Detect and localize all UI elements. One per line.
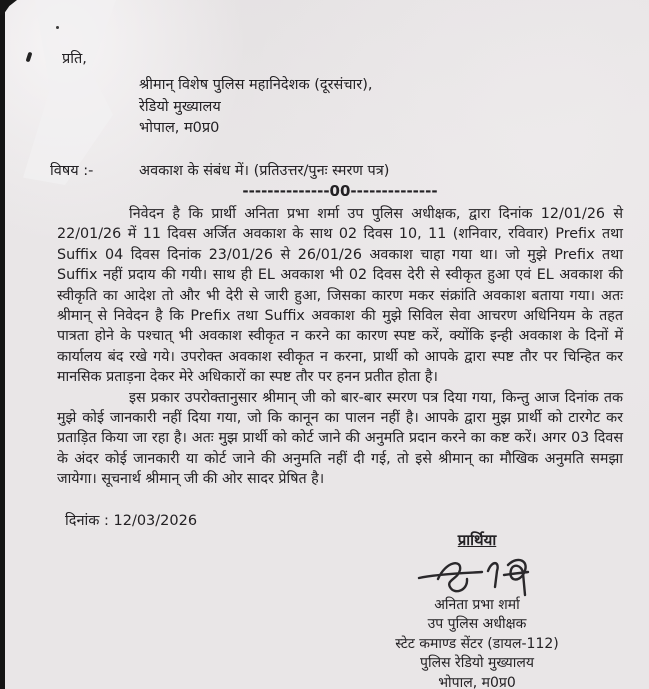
signature-block	[388, 531, 566, 689]
date-line: दिनांक : 12/03/2026	[65, 513, 198, 529]
recipient-line-2: रेडियो मुख्यालय	[139, 98, 221, 115]
signatory-name: अनिता प्रभा शर्मा	[434, 596, 520, 613]
subject-text: अवकाश के संबंध में। (प्रतिउत्तर/पुनः स्मरण पत्र)	[139, 163, 390, 179]
signature-heading: प्रार्थिया	[457, 531, 497, 549]
signatory-office-2: पुलिस रेडियो मुख्यालय	[420, 655, 534, 671]
signatory-office-3: भोपाल, म0प्र0	[438, 674, 516, 689]
body-paragraph-2: इस प्रकार उपरोक्तानुसार श्रीमान् जी को बार-बार स्मरण पत्र दिया गया, किन्तु आज दिनांक तक मुझे कोई जानकारी नहीं दिया गया, जो कि कानून का पालन नहीं है। आपके द्वारा मुझ प्रार्थी को टारगेट कर प्रताड़ित किया जा रहा है। अतः मुझ प्रार्थी को कोर्ट जाने की अनुमति प्रदान करने का कष्ट करें। अगर 03 दिवस के अंदर कोई जानकारी या कोर्ट जाने की अनुमति नहीं दी गई, तो इसे श्रीमान् का मौखिक अनुमति समझा जायेगा। सूचनार्थ श्रीमान् जी की ओर सादर प्रेषित है।	[57, 389, 623, 488]
body-paragraph-1: निवेदन है कि प्रार्थी अनिता प्रभा शर्मा उप पुलिस अधीक्षक, द्वारा दिनांक 12/01/26 से 22/01/26 में 11 दिवस अर्जित अवकाश के साथ 02 दिवस 10, 11 (शनिवार, रविवार) Prefix तथा Suffix 04 दिवस दिनांक 23/01/26 से 26/01/26 अवकाश चाहा गया था। जो मुझे Prefix तथा Suffix नहीं प्रदाय की गयी। साथ ही EL अवकाश भी 02 दिवस देरी से स्वीकृत हुआ एवं EL अवकाश की स्वीकृति का आदेश तो और भी देरी से जारी हुआ, जिसका कारण मकर संक्रांति अवकाश बताया गया। अतः श्रीमान् से निवेदन है कि Prefix तथा Suffix अवकाश की मुझे सिविल सेवा आचरण अधिनियम के तहत पात्रता होने के पश्चात् भी अवकाश स्वीकृत न करने का कारण स्पष्ट करें, क्योंकि इन्ही अवकाश के दिनों में कार्यालय बंद रखे गये। उपरोक्त अवकाश स्वीकृत न करना, प्रार्थी को आपके द्वारा स्पष्ट तौर पर चिन्हित कर मानसिक प्रताड़ना देकर मेरे अधिकारों का स्पष्ट तौर पर हनन प्रतीत होता है।	[57, 206, 623, 386]
subject-label: विषय :-	[50, 163, 94, 179]
signatory-office-1: स्टेट कमाण्ड सेंटर (डायल-112)	[395, 635, 559, 652]
ink-dot	[56, 26, 59, 29]
recipient-block	[139, 75, 373, 140]
scan-edge-strip	[0, 0, 5, 689]
section-divider: --------------00--------------	[242, 182, 438, 200]
letter-body	[57, 204, 623, 490]
scan-corner-mark	[0, 0, 17, 15]
handwritten-signature-icon	[416, 553, 538, 599]
signatory-designation: उप पुलिस अधीक्षक	[427, 616, 527, 632]
salutation: प्रति,	[62, 51, 87, 67]
paper-wrinkle	[8, 0, 158, 185]
recipient-line-3: भोपाल, म0प्र0	[139, 120, 220, 136]
ink-mark	[26, 52, 33, 63]
recipient-line-1: श्रीमान् विशेष पुलिस महानिदेशक (दूरसंचार),	[139, 77, 373, 93]
